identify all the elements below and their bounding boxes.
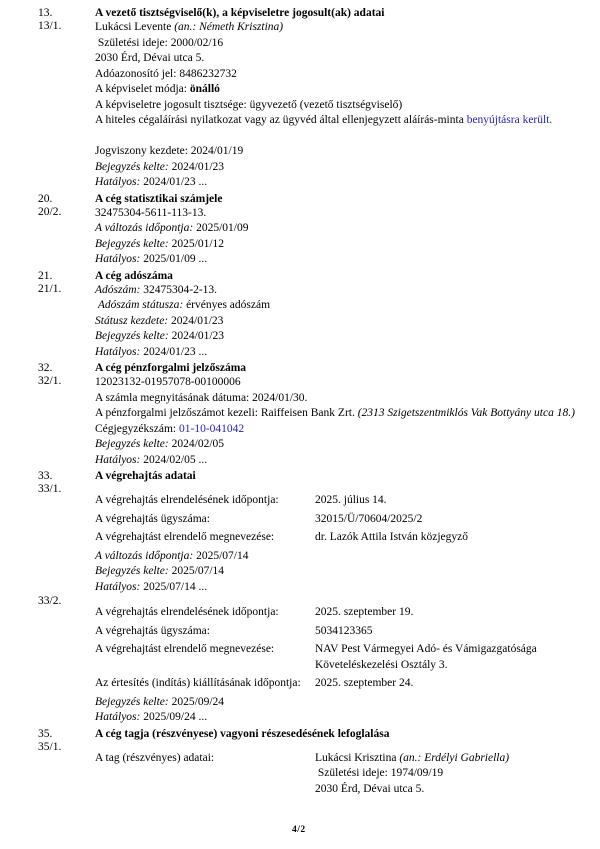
text-line — [95, 329, 600, 345]
row-label — [95, 676, 315, 692]
text-segment: 2024/01/23 — [168, 160, 225, 173]
text-segment: 2024/02/05 — [168, 438, 225, 450]
text-line — [95, 375, 600, 391]
row-label — [95, 530, 315, 546]
section-heading — [0, 362, 600, 374]
text-line — [95, 175, 600, 191]
data-row — [95, 493, 600, 509]
text-line — [95, 20, 600, 36]
text-segment: A változás időpontja: — [95, 549, 194, 562]
item-number: 33/2. — [38, 595, 62, 607]
entry-block — [0, 483, 600, 595]
item-number: 21/1. — [38, 282, 62, 295]
text-line — [95, 391, 600, 407]
entry-block — [0, 20, 600, 191]
text-segment: 2024/01/23 ... — [140, 345, 208, 358]
text-segment: A végrehajtást elrendelő megnevezése: — [95, 643, 275, 655]
item-number: 35/1. — [38, 740, 62, 753]
text-segment: A végrehajtás ügyszáma: — [95, 624, 210, 637]
text-segment: Bejegyzés kelte: — [95, 330, 169, 342]
registry-link[interactable]: benyújtásra került. — [466, 114, 553, 126]
value-line — [315, 624, 600, 640]
row-value — [315, 642, 600, 673]
value-line — [315, 751, 600, 767]
text-line — [95, 51, 600, 67]
text-segment: (an.: Németh Krisztina) — [174, 21, 284, 33]
text-segment: A pénzforgalmi jelzőszámot kezeli: Raiffeisen Bank Zrt. — [95, 407, 358, 419]
text-line — [95, 160, 600, 176]
value-line — [315, 642, 600, 658]
data-row — [95, 751, 600, 798]
section-title: A cég adószáma — [95, 269, 173, 282]
text-line — [95, 422, 600, 438]
text-segment: Jogviszony kezdete: 2024/01/19 — [95, 145, 244, 157]
text-segment: Adóazonosító jel: 8486232732 — [95, 67, 237, 80]
row-value — [315, 493, 600, 509]
text-segment: Hatályos: — [95, 580, 141, 593]
item-number: 32/1. — [38, 375, 62, 387]
text-segment: 2024/01/23 ... — [140, 176, 208, 188]
blank-line — [95, 483, 600, 491]
section-heading — [0, 728, 600, 740]
value-line — [315, 512, 600, 528]
section-heading — [0, 270, 600, 282]
row-label — [95, 493, 315, 509]
section-title: A cég pénzforgalmi jelzőszáma — [95, 362, 247, 374]
text-segment: Hatályos: — [95, 453, 141, 466]
text-segment: Az értesítés (indítás) kiállításának időpontja: — [95, 677, 301, 689]
text-segment: A végrehajtás elrendelésének időpontja: — [95, 606, 279, 618]
text-segment: érvényes adószám — [183, 299, 271, 311]
entry-block — [0, 283, 600, 361]
text-line — [95, 564, 600, 580]
text-segment: A végrehajtás ügyszáma: — [95, 512, 210, 525]
text-segment: 2025/01/09 — [193, 222, 249, 234]
text-segment: 2030 Érd, Dévai utca 5. — [315, 782, 425, 795]
text-segment: dr. Lazók Attila István közjegyző — [315, 531, 468, 543]
value-line — [315, 493, 600, 509]
text-segment: 2025. szeptember 19. — [315, 606, 414, 618]
text-line — [95, 406, 600, 422]
entry-block — [0, 375, 600, 468]
entry-content — [95, 595, 600, 726]
text-segment: Lukácsi Krisztina — [315, 751, 400, 764]
row-value — [315, 530, 600, 546]
text-segment: Bejegyzés kelte: — [95, 695, 169, 708]
section-heading — [0, 193, 600, 205]
item-number: 13/1. — [38, 20, 62, 32]
text-segment: Bejegyzés kelte: — [95, 565, 169, 577]
text-segment: 32475304-2-13. — [140, 283, 218, 296]
entry-content — [95, 206, 600, 268]
text-segment: önálló — [189, 83, 220, 95]
text-segment: 12023132-01957078-00100006 — [95, 376, 241, 388]
text-segment: Lukácsi Levente — [95, 21, 175, 33]
text-segment: (2313 Szigetszentmiklós Vak Bottyány utca 18.) — [357, 407, 575, 419]
text-line — [95, 549, 600, 565]
text-line — [95, 36, 600, 52]
text-segment: 2024/01/23 — [168, 314, 224, 327]
text-segment: A végrehajtást elrendelő megnevezése: — [95, 531, 275, 543]
text-segment: Hatályos: — [95, 176, 141, 188]
section-title: A cég tagja (részvényese) vagyoni részesedésének lefoglalása — [95, 727, 390, 740]
section-heading — [0, 470, 600, 482]
text-segment: 2024/01/23 — [168, 330, 225, 342]
text-segment: 5034123365 — [315, 624, 373, 637]
value-line — [315, 605, 600, 621]
text-line — [95, 314, 600, 330]
section-title: A végrehajtás adatai — [95, 470, 196, 482]
text-line — [95, 144, 600, 160]
text-segment: Bejegyzés kelte: — [95, 237, 169, 250]
text-segment: A tag (részvényes) adatai: — [95, 751, 215, 764]
text-segment: 2025/07/14 — [193, 549, 249, 562]
text-segment: Adószám: — [95, 283, 141, 296]
section-title: A cég statisztikai számjele — [95, 192, 223, 205]
blank-line — [95, 741, 600, 749]
text-segment: A számla megnyitásának dátuma: 2024/01/30. — [95, 391, 308, 404]
item-number: 13. — [38, 7, 53, 19]
text-segment: Cégjegyzékszám: — [95, 422, 179, 435]
blank-line — [95, 595, 600, 603]
text-segment: (an.: Erdélyi Gabriella) — [399, 751, 510, 764]
row-label — [95, 751, 315, 767]
text-segment: 32475304-5611-113-13. — [95, 206, 207, 219]
page-number-footer: 4/2 — [292, 825, 306, 835]
data-row — [95, 676, 600, 692]
entry-block — [0, 595, 600, 726]
text-segment: 2025/07/14 — [168, 565, 225, 577]
text-line — [95, 67, 600, 83]
entry-content — [95, 20, 600, 191]
text-line — [95, 580, 600, 596]
data-row — [95, 512, 600, 528]
text-line — [95, 113, 600, 129]
text-line — [95, 298, 600, 314]
item-number: 21. — [38, 269, 53, 282]
text-line — [95, 206, 600, 222]
text-line — [95, 82, 600, 98]
text-segment: 2025/01/12 — [168, 237, 225, 250]
text-segment: Hatályos: — [95, 345, 141, 358]
row-value — [315, 512, 600, 528]
item-number: 20/2. — [38, 205, 62, 218]
text-segment: 2025. szeptember 24. — [315, 677, 414, 689]
text-line — [95, 98, 600, 114]
text-segment: 2024/02/05 ... — [140, 453, 208, 466]
text-line — [95, 453, 600, 469]
data-row — [95, 624, 600, 640]
text-segment: 2025/09/24 ... — [140, 711, 208, 723]
text-segment: A végrehajtás elrendelésének időpontja: — [95, 494, 279, 506]
text-segment: 2025/01/09 ... — [140, 253, 208, 265]
item-number: 20. — [38, 192, 53, 205]
text-segment: 2025/09/24 — [168, 695, 225, 708]
text-segment: NAV Pest Vármegyei Adó- és Vámigazgatósága — [315, 643, 537, 655]
text-segment: Születési ideje: 2000/02/16 — [95, 36, 224, 49]
text-segment: Hatályos: — [95, 711, 141, 723]
entry-content — [95, 375, 600, 468]
text-segment: A változás időpontja: — [95, 222, 194, 234]
entry-block — [0, 741, 600, 801]
entry-content — [95, 483, 600, 595]
section-title: A vezető tisztségviselő(k), a képviseletre jogosult(ak) adatai — [95, 7, 385, 19]
row-label — [95, 512, 315, 528]
entry-block — [0, 206, 600, 268]
entry-content — [95, 741, 600, 801]
row-value — [315, 605, 600, 621]
text-line — [95, 695, 600, 711]
value-line — [315, 658, 600, 674]
data-row — [95, 605, 600, 621]
text-line — [95, 283, 600, 299]
data-row — [95, 642, 600, 673]
entry-content — [95, 283, 600, 361]
row-value — [315, 751, 600, 798]
text-segment: 2025/07/14 ... — [140, 580, 208, 593]
value-line — [315, 766, 600, 782]
text-segment: A képviseletre jogosult tisztsége: ügyvezető (vezető tisztségviselő) — [95, 98, 403, 111]
text-segment: 2030 Érd, Dévai utca 5. — [95, 52, 205, 64]
text-line — [95, 252, 600, 268]
text-line — [95, 221, 600, 237]
registry-link[interactable]: 01-10-041042 — [178, 422, 245, 435]
row-label — [95, 605, 315, 621]
text-line — [95, 237, 600, 253]
row-label — [95, 624, 315, 640]
text-line — [95, 345, 600, 361]
text-segment: Bejegyzés kelte: — [95, 160, 169, 173]
text-segment: A hiteles cégaláírási nyilatkozat vagy az ügyvéd által ellenjegyzett aláírás-minta — [95, 114, 467, 126]
row-value — [315, 624, 600, 640]
item-number: 33/1. — [38, 483, 62, 495]
item-number: 32. — [38, 362, 53, 374]
item-number: 33. — [38, 470, 53, 482]
value-line — [315, 530, 600, 546]
value-line — [315, 782, 600, 798]
data-row — [95, 530, 600, 546]
text-segment: 2025. július 14. — [315, 494, 387, 506]
text-segment: A képviselet módja: — [95, 83, 190, 95]
text-segment: Bejegyzés kelte: — [95, 438, 169, 450]
text-segment: Státusz kezdete: — [95, 314, 169, 327]
item-number: 35. — [38, 727, 53, 740]
text-segment: Követeléskezelési Osztály 3. — [315, 658, 448, 671]
text-segment: Adószám státusza: — [97, 299, 184, 311]
text-segment: Születési ideje: 1974/09/19 — [315, 767, 444, 779]
row-value — [315, 676, 600, 692]
text-line — [95, 437, 600, 453]
section-heading — [0, 7, 600, 19]
text-line — [95, 710, 600, 726]
row-label — [95, 642, 315, 658]
text-segment: Hatályos: — [95, 253, 141, 265]
blank-line — [95, 129, 600, 145]
value-line — [315, 676, 600, 692]
text-segment: 32015/Ü/70604/2025/2 — [315, 512, 423, 525]
